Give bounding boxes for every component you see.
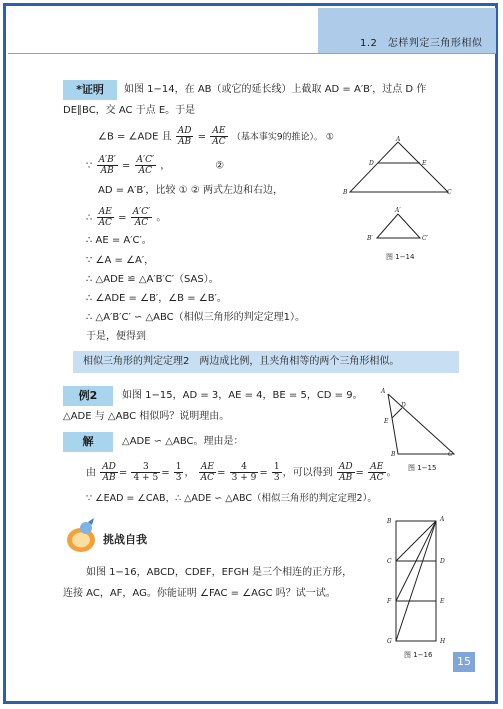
example-text-2: △ADE 与 △ABC 相似吗？说明理由。 [63,411,230,422]
fig16-label-g: G [387,638,392,645]
fig16-label-d: D [440,558,445,565]
fig14-label-bp: B′ [367,235,373,242]
line1-text-b: （基本事实9的推论）。 ① [231,132,334,143]
challenge-text-2: 连接 AC，AF，AG。你能证明 ∠FAC = ∠AGC 吗？试一试。 [63,588,336,599]
challenge-icon [62,516,102,556]
fraction-ae-ac-2: $\frac{AE}{AC}$ [98,207,112,228]
fig14-label-cp: C′ [422,235,428,242]
proof-line-9: ∴ △A′B′C′ ∽ △ABC（相似三角形的判定定理1）。 [86,312,306,323]
fig16-label-c: C [387,558,392,565]
solution-text-1: △ADE ∽ △ABC。理由是： [122,436,244,447]
fig15-label-d: D [401,402,406,409]
fig15-label-e: E [384,418,389,425]
fig14-caption: 图 1−14 [386,253,415,261]
page-number: 15 [453,652,475,672]
proof-intro-1: 如图 1−14，在 AB（或它的延长线）上截取 AD = A′B′，过点 D 作 [124,84,427,95]
fig14-label-d: D [369,160,374,167]
fig16-label-h: H [440,638,446,645]
proof-intro-2: DE∥BC，交 AC 于点 E。于是 [63,105,196,116]
proof-line-3: AD = A′B′，比较 ① ② 两式左边和右边， [98,185,283,196]
proof-line-7: ∴ △ADE ≌ △A′B′C′（SAS）。 [86,274,219,285]
fig16-label-f: F [387,598,392,605]
section-title: 1.2 怎样判定三角形相似 [360,38,483,49]
solution-tag: 解 [63,432,113,452]
solution-text-3: ∵ ∠EAD = ∠CAB，∴ △ADE ∽ △ABC（相似三角形的判定定理2）。 [86,493,377,504]
line1-text-a: ∠B = ∠ADE 且 [98,131,172,143]
example-text-1: 如图 1−15，AD = 3，AE = 4，BE = 5，CD = 9。 [122,390,363,401]
fig16-label-e: E [440,598,445,605]
fraction-ae-ac: $\frac{AE}{AC}$ [212,126,226,147]
header-rule [8,53,496,54]
fraction-ad-ab: $\frac{AD}{AB}$ [177,126,192,147]
fraction-apcp-ac-2: $\frac{A'C'}{AC}$ [132,207,151,228]
fraction-apbp-ab: $\frac{A'B'}{AB}$ [98,155,116,176]
proof-line-10: 于是，便得到 [86,331,146,342]
proof-tag: *证明 [63,80,117,100]
challenge-title: 挑战自我 [103,533,147,546]
fig15-label-c: C [448,451,453,458]
challenge-text-1: 如图 1−16，ABCD，CDEF，EFGH 是三个相连的正方形， [86,567,353,578]
fraction-apcp-ac: $\frac{A'C'}{AC}$ [136,155,155,176]
fig15-label-a: A [381,388,386,395]
fig16-label-b: B [387,518,392,525]
proof-line-8: ∴ ∠ADE = ∠B′，∠B = ∠B′。 [86,293,227,304]
proof-line-2: ∵ $\frac{A'B'}{AB}$ = $\frac{A'C'}{AC}$ ， ② [86,155,225,176]
fig14-label-ap: A′ [395,207,401,214]
proof-line-1: ∠B = ∠ADE 且 $\frac{AD}{AB}$ = $\frac{AE}{AC}$ （基本事实9的推论）。 ① [98,126,334,147]
fig15-label-b: B [391,451,396,458]
fig16-label-a: A [440,516,445,523]
fig15-caption: 图 1−15 [408,464,437,472]
figure-1-16 [390,515,450,647]
proof-line-6: ∵ ∠A = ∠A′， [86,255,155,266]
proof-line-5: ∴ AE = A′C′。 [86,235,152,246]
fig14-label-a: A [396,136,401,143]
proof-line-4: ∴ $\frac{AE}{AC}$ = $\frac{A'C'}{AC}$ 。 [86,207,167,228]
fig14-label-e: E [422,160,427,167]
figure-1-14 [340,134,460,264]
theorem-banner: 相似三角形的判定定理2 两边成比例，且夹角相等的两个三角形相似。 [73,351,459,373]
fig14-label-c: C [447,189,452,196]
fig14-label-b: B [343,189,348,196]
solution-text-2: 由 $\frac{AD}{AB}$ = $\frac{3}{4 + 5}$ = $\frac{1}{3}$ ， $\frac{AE}{AC}$ = $\frac{4}{3 + 9}$ = $\frac{1}{3}$ ，可以得到 $\frac{AD}{AB}$ = $\frac{AE}{AC}$ 。 [86,462,397,483]
figure-1-15 [376,386,466,460]
fig16-caption: 图 1−16 [404,651,433,659]
example-tag: 例2 [63,386,113,406]
